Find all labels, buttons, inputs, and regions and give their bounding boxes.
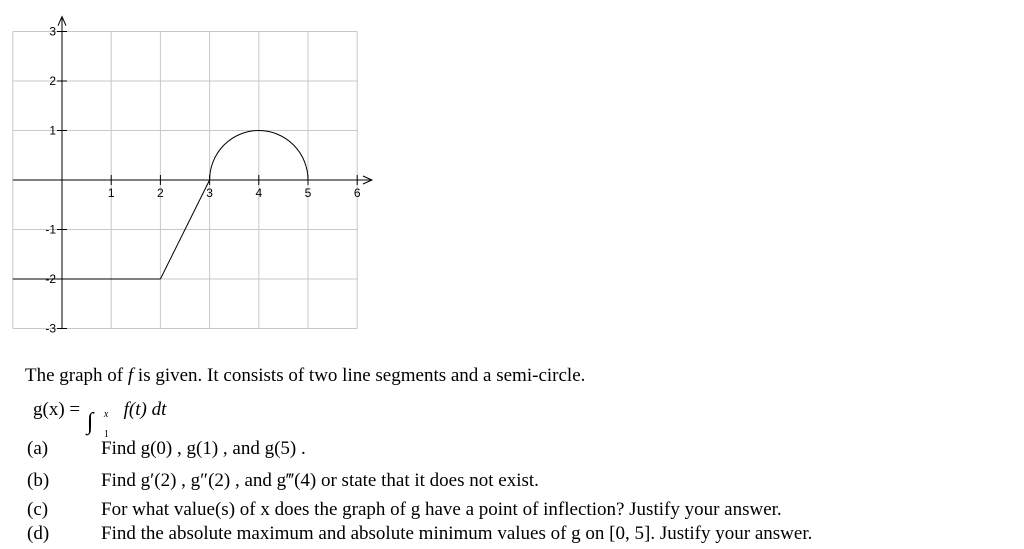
part-a-text: Find g(0) , g(1) , and g(5) . xyxy=(101,438,306,459)
x-tick-label: 5 xyxy=(304,186,312,200)
part-d-label: (d) xyxy=(27,523,50,544)
x-tick-label: 6 xyxy=(353,186,361,200)
y-tick-label: 3 xyxy=(49,24,56,39)
g-lhs: g(x) = xyxy=(33,399,81,420)
y-tick-label: 1 xyxy=(49,123,56,138)
part-d-text: Find the absolute maximum and absolute minimum values of g on [0, 5]. Justify your answer. xyxy=(101,523,813,544)
part-b-label: (b) xyxy=(27,470,50,491)
y-tick-label: -2 xyxy=(45,272,56,286)
y-tick-label: 2 xyxy=(49,74,56,88)
y-tick-label: -1 xyxy=(45,222,56,237)
g-definition xyxy=(33,399,167,440)
x-tick-label: 4 xyxy=(255,186,263,200)
y-tick-label: -3 xyxy=(45,321,56,336)
integrand: f(t) dt xyxy=(123,399,167,420)
part-c-text: For what value(s) of x does the graph of g have a point of inflection? Justify your answer. xyxy=(101,499,782,520)
problem-text xyxy=(25,364,1015,544)
part-a-label: (a) xyxy=(27,438,49,459)
x-tick-label: 1 xyxy=(107,186,115,200)
lower-limit: 1 xyxy=(103,429,109,440)
part-c-label: (c) xyxy=(27,499,49,520)
problem-intro: The graph of f is given. It consists of two line segments and a semi-circle. xyxy=(25,365,586,386)
x-tick-label: 3 xyxy=(206,186,213,200)
f-symbol: f xyxy=(127,365,134,386)
graph-of-f xyxy=(0,0,400,345)
part-b-text: Find g′(2) , g″(2) , and g‴(4) or state that it does not exist. xyxy=(101,470,539,491)
axes xyxy=(13,17,372,329)
x-tick-label: 2 xyxy=(157,186,164,200)
integral-sign: ∫ xyxy=(86,409,94,435)
upper-limit: x xyxy=(103,409,109,420)
